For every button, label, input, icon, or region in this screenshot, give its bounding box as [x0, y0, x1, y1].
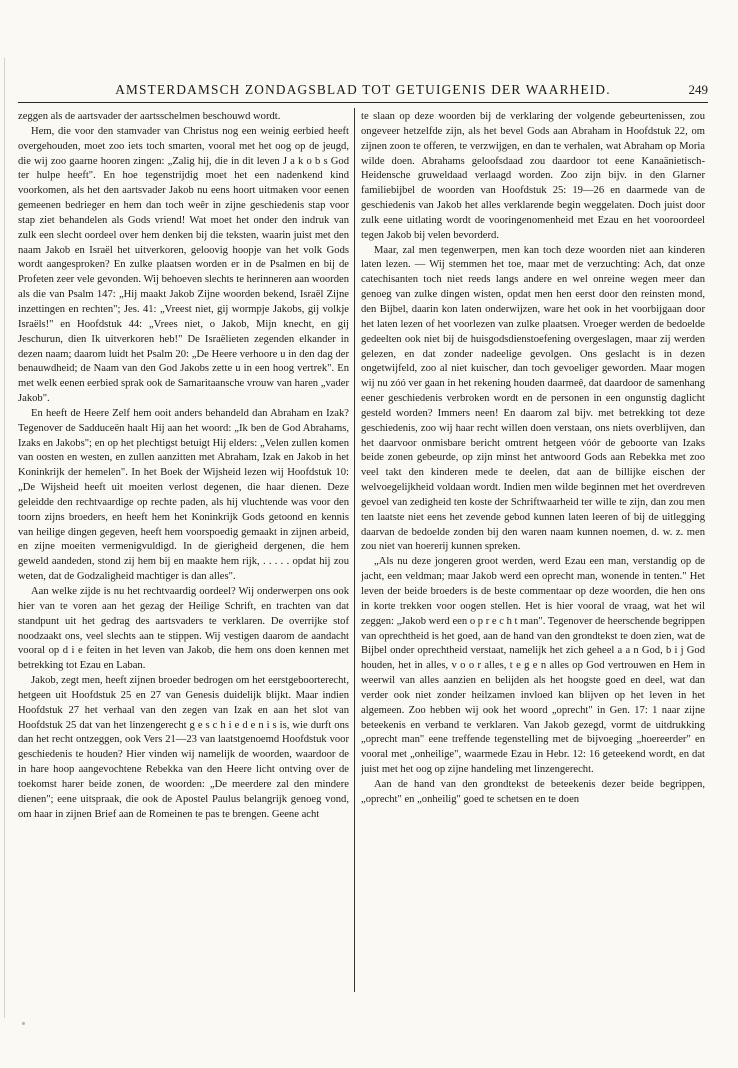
- page-number: 249: [688, 82, 708, 97]
- masthead-title: AMSTERDAMSCH ZONDAGSBLAD TOT GETUIGENIS DER WAARHEID.: [115, 82, 611, 97]
- paragraph: te slaan op deze woorden bij de verklaring der volgende gebeurtenissen, zou ongeveer hetzelfde zijn, als het bevel Gods aan Abraham in Hoofdstuk 22, om zijnen zoon te offeren, te verzwijgen, en dan te verhalen, wat Abraham op Moria wilde doen. Abrahams geloofsdaad zou daardoor tot eene Kanaänietisch-Heidensche gruweldaad verlaagd worden. Zoo zijn bijv. in den Glarner familiebijbel de woorden van Hoofdstuk 25: 19—26 en daarmede van de geschiedenis van Jakob het alles verklarende begin weggelaten. Doch juist door zulk eene uitlating wordt de vooringenomenheid met Ezau en het vooroordeel tegen Jakob bij velen bevorderd.: [361, 111, 705, 241]
- paragraph: Jakob, zegt men, heeft zijnen broeder bedrogen om het eerstgeboorterecht, hetgeen uit Hoofdstuk 25 en 27 van Genesis duidelijk blijkt. Maar indien Hoofdstuk 27 het verhaal van den zegen van Izak en aan het slot van Hoofdstuk 25 dat van het linzengerecht g e s c h i e d e n i s is, wie durft ons dan het recht ontzeggen, ook Vers 21—23 van laatstgenoemd Hoofdstuk voor geschiedenis te houden? Hier vinden wij namelijk de woorden, waardoor de in hare hoop aangevochtene Rebekka van den Heere licht ontving over de toekomst harer beide zonen, de woorden: „De meerdere zal den mindere dienen"; eene uitspraak, die ook de Apostel Paulus belangrijk genoeg vond, om haar in zijnen Brief aan de Romeinen te pas te brengen. Geene acht: [18, 675, 349, 820]
- paragraph: Aan welke zijde is nu het rechtvaardig oordeel? Wij onderwerpen ons ook hier van te voren aan het gezag der Heilige Schrift, en trachten van dat standpunt uit het gedrag des aartsvaders te verklaren. De overrijke stof noodzaakt ons, veel slechts aan te stippen. Wij vestigen daarom de aandacht vooral op d i e feiten in het leven van Jakob, die hem ons doen kennen met betrekking tot Ezau en Laban.: [18, 586, 349, 672]
- margin-mark: [22, 1022, 25, 1025]
- paragraph: zeggen als de aartsvader der aartsschelmen beschouwd wordt.: [18, 111, 281, 122]
- paragraph: Maar, zal men tegenwerpen, men kan toch deze woorden niet aan kinderen laten lezen. — Wij stemmen het toe, maar met de verzuchting: Ach, dat onze catechisanten toch niet reeds langs andere en wel onreine wegen meer dan genoeg van zulke dingen wisten, opdat men hen eerst door den reinsten mond, den Bijbel, daarin kon laten onderwijzen, ware het ook in het voorbijgaan door het laten lezen of het voorlezen van zulke plaatsen. Vroeger werden de bedoelde gedeelten ook niet bij de huisgodsdienstoefening overgeslagen, maar zij werden gelezen, en dat zonder nadeelige gevolgen. Ons geslacht is in dezen ongetwijfeld, zoo al niet kuischer, dan toch gevoeliger geworden. Maar mogen wij nu zóó ver gaan in het rekening houden daarmeê, dat daardoor de samenhang eener geschiedenis verbroken wordt en de personen in een ongunstig daglicht gesteld worden? Immers neen! En daarom zal bijv. met betrekking tot deze geschiedenis, zoo wij haar recht willen doen verstaan, ons niets overblijven, dan het daarvoor onmisbare bericht omtrent hetgeen vóór de geboorte van Izaks beide zonen gebeurde, op zijn minst het antwoord Gods aan Rebekka met zoo veel takt den kinderen mede te deelen, dat aan de billijke eischen der welvoegelijkheid voldaan wordt. Indien men wilde beginnen met het overdreven gevoel van zedigheid ten koste der Schriftwaarheid ter wille te zijn, dan zou men ten laatste niet eens het zevende gebod kunnen laten leeren of bij de uitlegging daarvan de bedoelde zonden bij den waren naam kunnen noemen, d. w. z. men zou niet van hoererij kunnen spreken.: [361, 244, 705, 553]
- page-header: [18, 78, 708, 103]
- right-column: [361, 110, 705, 990]
- page-edge-line: [4, 58, 5, 1018]
- paragraph: En heeft de Heere Zelf hem ooit anders behandeld dan Abraham en Izak? Tegenover de Sadduceën haalt Hij aan het woord: „Ik ben de God Abrahams, Izaks en Jakobs"; en op het plechtigst betuigt Hij elders: „Velen zullen komen van oosten en westen, en zullen aanzitten met Abraham, Izak en Jakob in het Koninkrijk der hemelen". In het Boek der Wijsheid lezen wij Hoofdstuk 10: „De Wijsheid heeft uit moeiten verlost degenen, die haar dienen. Deze geleidde den rechtvaardige op rechte paden, als hij vluchtende was voor den toorn zijns broeders, en heeft hem het Koninkrijk Gods getoond en kennis van heilige dingen gegeven, heeft hem voorspoedig gemaakt in zijnen arbeid, en zijne moeiten vermenigvuldigd. In de gierigheid dergenen, die hem geweld aandeden, stond zij hem bij en maakte hem rijk, . . . . . opdat hij zou weten, dat de Godzaligheid machtiger is dan alles".: [18, 407, 349, 583]
- paragraph: „Als nu deze jongeren groot werden, werd Ezau een man, verstandig op de jacht, een veldman; maar Jakob werd een oprecht man, wonende in tenten." Het leven der beide broeders is de beste commentaar op deze woorden, die hen ons in korte trekken voor oogen stellen. Het is hier vooral de vraag, wat het wil zeggen: „Jakob werd een o p r e c h t man". Tegenover de heerschende begrippen van oprechtheid is het goed, aan de hand van den grondtekst te doen zien, wat de Bijbel onder oprechtheid verstaat, namelijk het zich geheel a a n God, b i j God houden, het in alles, v o o r alles, t e g e n alles op God vertrouwen en Hem in weerwil van alles aanzien en belijden als het hoogste goed en deel, wat dan verder ook niet zonder heilzamen invloed kan blijven op het leven in het algemeen. Zoo hebben wij ook het woord „oprecht" in Gen. 17: 1 naar zijne beteekenis en verband te verklaren. Van Jakob gezegd, vormt de uitdrukking „oprecht man" eene treffende tegenstelling met de bijvoeging „hoereerder" en vooral met „onheilige", waarmede Ezau in Hebr. 12: 16 geteekend wordt, en dat juist met het oog op zijne handeling met linzengerecht.: [361, 556, 705, 776]
- paragraph: Aan de hand van den grondtekst de beteekenis dezer beide begrippen, „oprecht" en „onheilig" goed te schetsen en te doen: [361, 778, 705, 805]
- paragraph: Hem, die voor den stamvader van Christus nog een weinig eerbied heeft overgehouden, moet zoo iets toch smarten, vooral met het oog op de jeugd, die wij zoo gaarne hooren zingen: „Zalig hij, die in dit leven J a k o b s God ter hulpe heeft". En hoe tegenstrijdig moet het een nadenkend kind voorkomen, als het den aartsvader Jakob nu eens hoort uitmaken voor eenen gemeenen bedrieger en hem dan toch weêr in zijne geschiedenis stap voor stap ziet behandelen als Gods vriend! Wat moet het onder den indruk van zulk een slecht oordeel over hem denken bij die teksten, waarin juist met den naam Jakob en Israël het uitverkoren, geloovig hoopje van het volk Gods wordt aangesproken? En zulke plaatsen worden er in de Psalmen en bij de Profeten zeer vele gevonden. Wij behoeven slechts te herinneren aan woorden als die van Psalm 147: „Hij maakt Jakob Zijne woorden bekend, Israël Zijne inzettingen en rechten"; Jes. 41: „Vreest niet, gij wormpje Jakobs, gij volkje Israëls!" en Hoofdstuk 44: „Vrees niet, o Jakob, Mijn knecht, en gij Jeschurun, dien Ik uitverkoren heb!" De Israëlieten zegenden elkander in dezen naam; daarom luidt het Psalm 20: „De Heere verhoore u in den dag der benauwdheid; de Naam van den God Jakobs zette u in een hoog vertrek". En met welk eenen eerbied sprak ook de Samaritaansche vrouw van haren „vader Jakob".: [18, 125, 349, 405]
- left-column: [18, 110, 349, 990]
- column-divider: [354, 108, 355, 992]
